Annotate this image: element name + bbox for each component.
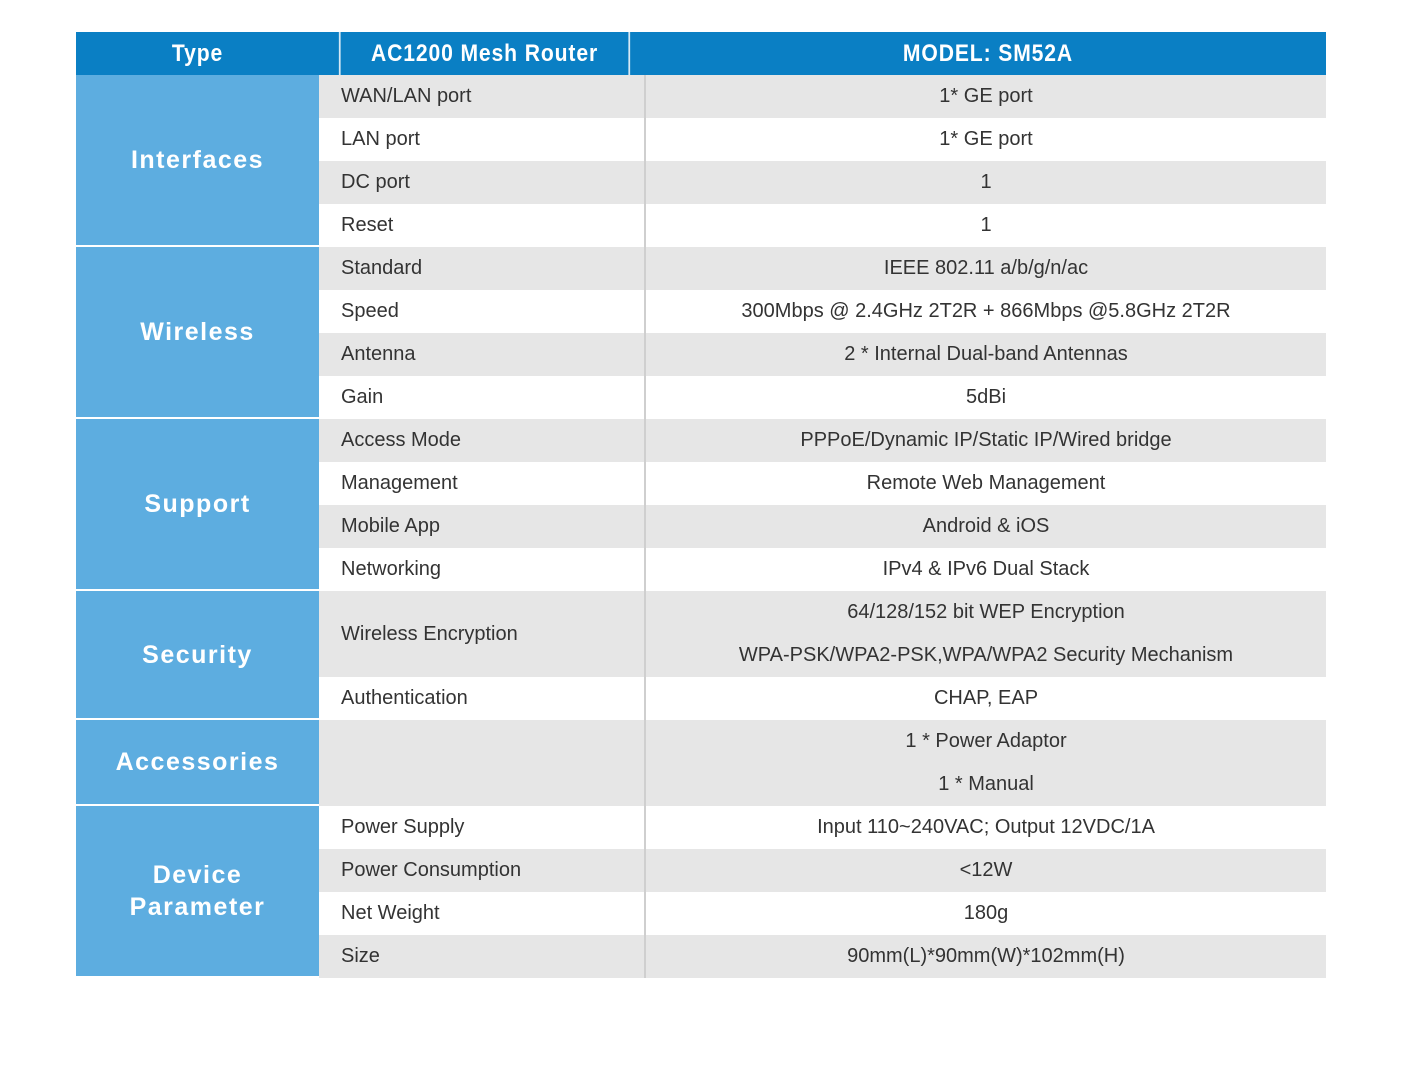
spec-label: Standard bbox=[319, 247, 646, 290]
category-label: Device Parameter bbox=[76, 806, 319, 978]
spec-label: Gain bbox=[319, 376, 646, 419]
category-group bbox=[76, 591, 1326, 720]
spec-value: 180g bbox=[963, 902, 1009, 924]
spec-label: Power Consumption bbox=[319, 849, 646, 892]
table-row bbox=[319, 849, 1326, 892]
category-group bbox=[76, 720, 1326, 806]
header-model: MODEL: SM52A bbox=[902, 39, 1074, 67]
table-row bbox=[319, 806, 1326, 849]
spec-value: 300Mbps @ 2.4GHz 2T2R + 866Mbps @5.8GHz 2T2R bbox=[741, 300, 1231, 322]
category-label: Interfaces bbox=[76, 75, 319, 247]
spec-value: 2 * Internal Dual-band Antennas bbox=[844, 343, 1128, 365]
category-group bbox=[76, 75, 1326, 247]
spec-label: Antenna bbox=[319, 333, 646, 376]
spec-value: 90mm(L)*90mm(W)*102mm(H) bbox=[847, 945, 1125, 967]
spec-value: IEEE 802.11 a/b/g/n/ac bbox=[883, 257, 1089, 279]
spec-label: Access Mode bbox=[319, 419, 646, 462]
table-row bbox=[319, 462, 1326, 505]
spec-label: LAN port bbox=[319, 118, 646, 161]
category-label: Security bbox=[76, 591, 319, 720]
spec-value: 1 * Manual bbox=[938, 773, 1034, 795]
spec-value: 1 bbox=[980, 214, 992, 236]
table-row bbox=[319, 75, 1326, 118]
spec-value: Android & iOS bbox=[922, 515, 1050, 537]
table-row bbox=[319, 161, 1326, 204]
table-row bbox=[319, 247, 1326, 290]
category-label: Support bbox=[76, 419, 319, 591]
spec-value: 5dBi bbox=[965, 386, 1007, 408]
table-header bbox=[76, 32, 1326, 75]
spec-value: IPv4 & IPv6 Dual Stack bbox=[882, 558, 1090, 580]
table-row bbox=[319, 892, 1326, 935]
spec-value: Input 110~240VAC; Output 12VDC/1A bbox=[817, 816, 1155, 838]
table-row bbox=[319, 333, 1326, 376]
spec-label: Size bbox=[319, 935, 646, 978]
spec-label: Management bbox=[319, 462, 646, 505]
table-row bbox=[319, 118, 1326, 161]
table-row bbox=[319, 720, 1326, 806]
spec-value: PPPoE/Dynamic IP/Static IP/Wired bridge bbox=[800, 429, 1172, 451]
table-row bbox=[319, 591, 1326, 677]
table-row bbox=[319, 548, 1326, 591]
table-body bbox=[76, 75, 1326, 978]
spec-label bbox=[319, 720, 646, 806]
table-row bbox=[319, 935, 1326, 978]
header-type: Type bbox=[171, 39, 224, 67]
spec-label: Mobile App bbox=[319, 505, 646, 548]
spec-value: 1* GE port bbox=[939, 85, 1033, 107]
category-group bbox=[76, 247, 1326, 419]
spec-label: WAN/LAN port bbox=[319, 75, 646, 118]
spec-label: DC port bbox=[319, 161, 646, 204]
table-row bbox=[319, 505, 1326, 548]
category-group bbox=[76, 419, 1326, 591]
spec-value: 1 * Power Adaptor bbox=[905, 730, 1067, 752]
header-product: AC1200 Mesh Router bbox=[370, 39, 599, 67]
spec-label: Reset bbox=[319, 204, 646, 247]
spec-label: Wireless Encryption bbox=[319, 591, 646, 677]
spec-value: CHAP, EAP bbox=[933, 687, 1039, 709]
spec-table bbox=[76, 32, 1326, 978]
spec-value: 1* GE port bbox=[939, 128, 1033, 150]
spec-label: Networking bbox=[319, 548, 646, 591]
spec-value: WPA-PSK/WPA2-PSK,WPA/WPA2 Security Mechanism bbox=[738, 644, 1234, 666]
spec-value: Remote Web Management bbox=[866, 472, 1106, 494]
spec-label: Net Weight bbox=[319, 892, 646, 935]
category-label: Wireless bbox=[76, 247, 319, 419]
spec-value: <12W bbox=[959, 859, 1013, 881]
table-row bbox=[319, 204, 1326, 247]
table-row bbox=[319, 376, 1326, 419]
spec-value: 64/128/152 bit WEP Encryption bbox=[847, 601, 1125, 623]
table-row bbox=[319, 290, 1326, 333]
table-row bbox=[319, 419, 1326, 462]
spec-label: Speed bbox=[319, 290, 646, 333]
table-row bbox=[319, 677, 1326, 720]
spec-value: 1 bbox=[980, 171, 992, 193]
spec-label: Power Supply bbox=[319, 806, 646, 849]
category-group bbox=[76, 806, 1326, 978]
category-label: Accessories bbox=[76, 720, 319, 806]
spec-label: Authentication bbox=[319, 677, 646, 720]
